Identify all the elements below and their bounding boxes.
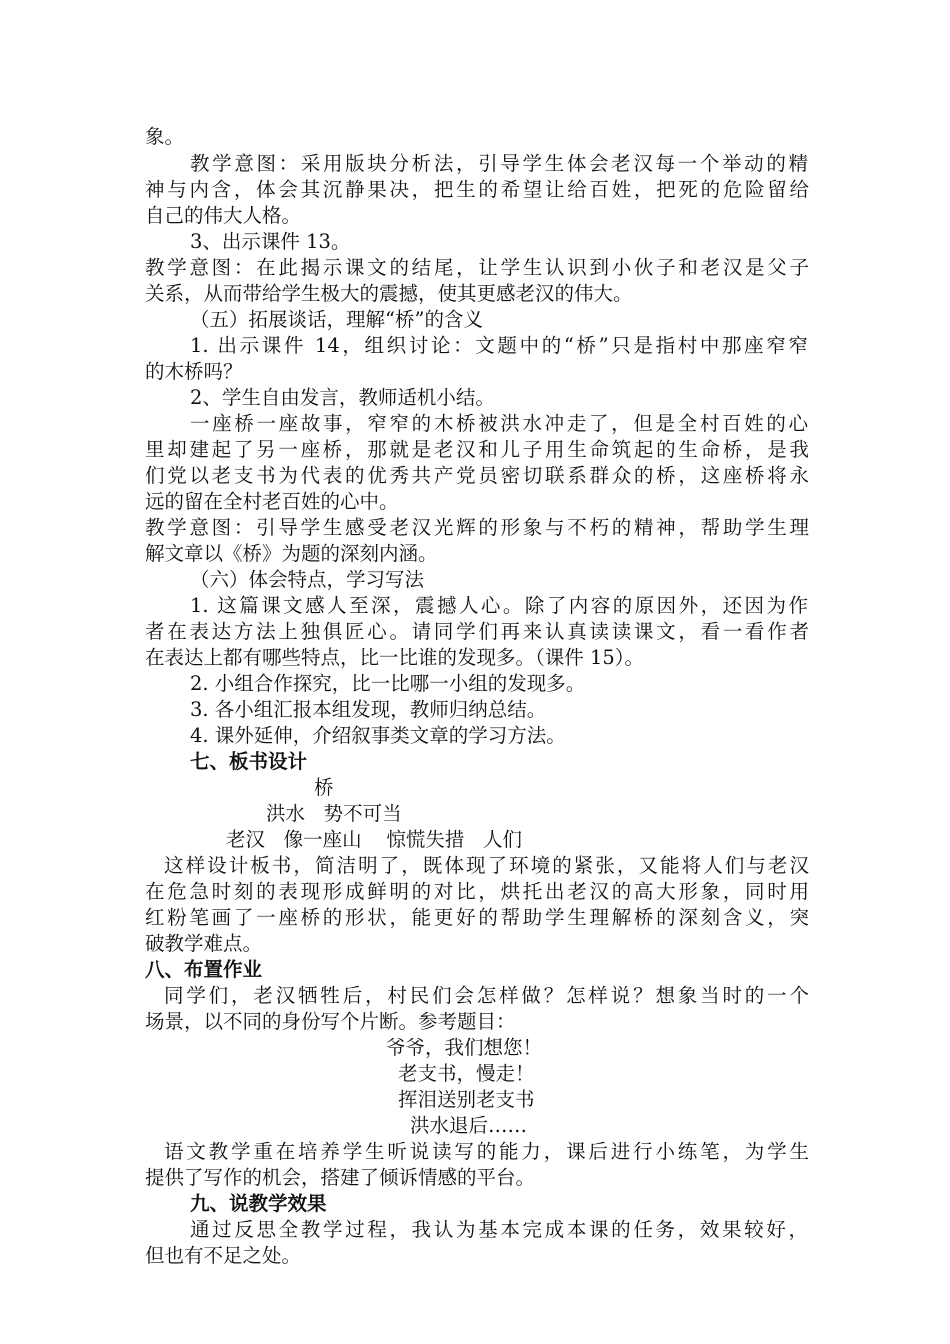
text-line: 红粉笔画了一座桥的形状，能更好的帮助学生理解桥的深刻含义，突 <box>145 906 809 929</box>
text-line: 教学意图：采用版块分析法，引导学生体会老汉每一个举动的精 <box>190 152 808 175</box>
text-line: 破教学难点。 <box>145 932 263 955</box>
text-line: 3. 各小组汇报本组发现，教师归纳总结。 <box>190 698 547 721</box>
text-line: 教学意图：在此揭示课文的结尾，让学生认识到小伙子和老汉是父子 <box>145 256 809 279</box>
section-heading: 九、说教学效果 <box>190 1192 327 1215</box>
text-line: 的木桥吗？ <box>145 360 243 383</box>
section-heading: （六）体会特点，学习写法 <box>190 568 425 591</box>
text-line: 们党以老支书为代表的优秀共产党员密切联系群众的桥，这座桥将永 <box>145 464 809 487</box>
text-line: 3、出示课件 13。 <box>190 230 351 253</box>
text-line: 但也有不足之处。 <box>145 1244 302 1267</box>
text-line: 关系，从而带给学生极大的震撼，使其更感老汉的伟大。 <box>145 282 633 305</box>
text-line: 通过反思全教学过程，我认为基本完成本课的任务，效果较好， <box>190 1218 808 1241</box>
text-line: 神与内含，体会其沉静果决，把生的希望让给百姓，把死的危险留给 <box>145 178 809 201</box>
text-line: 者在表达方法上独俱匠心。请同学们再来认真读读课文，看一看作者 <box>145 620 809 643</box>
text-line: 象。 <box>145 125 185 148</box>
text-line: 自己的伟大人格。 <box>145 204 302 227</box>
text-line: 在危急时刻的表现形成鲜明的对比，烘托出老汉的高大形象，同时用 <box>145 880 809 903</box>
text-line: 提供了写作的机会，搭建了倾诉情感的平台。 <box>145 1166 536 1189</box>
section-heading: 八、布置作业 <box>145 958 263 981</box>
section-heading: 七、板书设计 <box>190 750 308 773</box>
text-line: 里却建起了另一座桥，那就是老汉和儿子用生命筑起的生命桥，是我 <box>145 438 809 461</box>
topic-item: 挥泪送别老支书 <box>398 1088 535 1111</box>
section-heading: （五）拓展谈话，理解“桥”的含义 <box>190 308 483 331</box>
text-line: 在表达上都有哪些特点，比一比谁的发现多。（课件 15）。 <box>145 646 645 669</box>
text-line: 4. 课外延伸，介绍叙事类文章的学习方法。 <box>190 724 566 747</box>
topic-item: 老支书，慢走！ <box>398 1062 535 1085</box>
topic-item: 爷爷，我们想您！ <box>386 1036 543 1059</box>
text-line: 远的留在全村老百姓的心中。 <box>145 490 399 513</box>
text-line: 2. 小组合作探究，比一比哪一小组的发现多。 <box>190 672 586 695</box>
text-line: 解文章以《桥》为题的深刻内涵。 <box>145 542 438 565</box>
text-line: 一座桥一座故事，窄窄的木桥被洪水冲走了，但是全村百姓的心 <box>190 412 808 435</box>
text-line: 教学意图：引导学生感受老汉光辉的形象与不朽的精神，帮助学生理 <box>145 516 809 539</box>
text-line: 同学们，老汉牺牲后，村民们会怎样做？怎样说？想象当时的一个 <box>164 984 809 1007</box>
topic-item: 洪水退后…… <box>410 1114 528 1137</box>
text-line: 1. 这篇课文感人至深，震撼人心。除了内容的原因外，还因为作 <box>190 594 808 617</box>
board-title: 桥 <box>314 776 334 799</box>
text-line: 这样设计板书，简洁明了，既体现了环境的紧张，又能将人们与老汉 <box>164 854 809 877</box>
board-line: 老汉 像一座山 惊慌失措 人们 <box>226 828 522 851</box>
text-line: 2、学生自由发言，教师适机小结。 <box>190 386 495 409</box>
board-line: 洪水 势不可当 <box>266 802 402 825</box>
text-line: 1. 出示课件 14，组织讨论：文题中的“桥”只是指村中那座窄窄 <box>190 334 808 357</box>
text-line: 语文教学重在培养学生听说读写的能力，课后进行小练笔，为学生 <box>164 1140 809 1163</box>
text-line: 场景，以不同的身份写个片断。参考题目： <box>145 1010 516 1033</box>
